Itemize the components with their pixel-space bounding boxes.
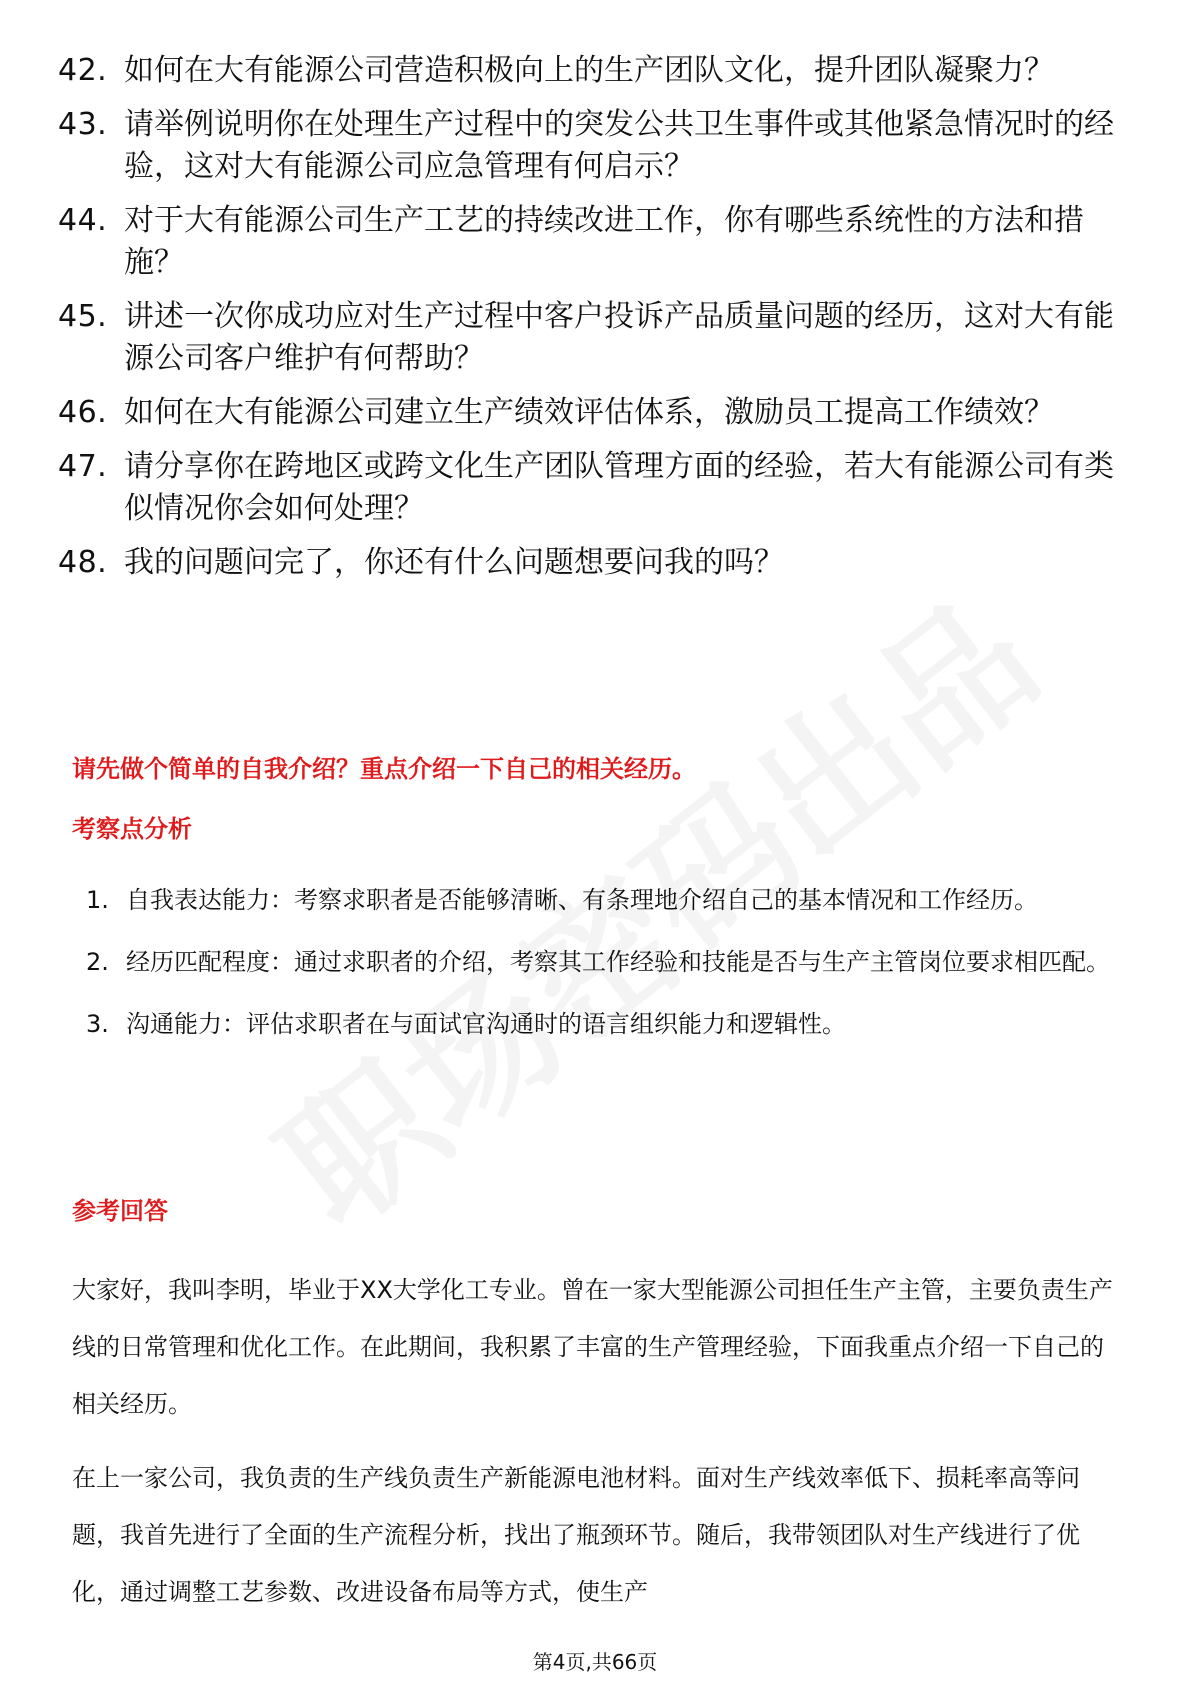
question-number: 42. bbox=[58, 53, 108, 88]
question-number: 46. bbox=[58, 395, 108, 430]
list-item bbox=[58, 104, 1128, 188]
question-number: 43. bbox=[58, 107, 108, 142]
analysis-text: 自我表达能力：考察求职者是否能够清晰、有条理地介绍自己的基本情况和工作经历。 bbox=[126, 886, 1038, 914]
question-number: 45. bbox=[58, 299, 108, 334]
question-number: 48. bbox=[58, 545, 108, 580]
question-text: 请举例说明你在处理生产过程中的突发公共卫生事件或其他紧急情况时的经验，这对大有能源公司应急管理有何启示？ bbox=[124, 107, 1114, 184]
answer-heading: 参考回答 bbox=[72, 1197, 168, 1225]
answer-paragraph: 大家好，我叫李明，毕业于XX大学化工专业。曾在一家大型能源公司担任生产主管，主要负责生产线的日常管理和优化工作。在此期间，我积累了丰富的生产管理经验，下面我重点介绍一下自己的相关经历。 bbox=[72, 1276, 1113, 1418]
question-number: 47. bbox=[58, 449, 108, 484]
list-item bbox=[86, 934, 1126, 991]
analysis-heading: 考察点分析 bbox=[72, 815, 192, 843]
question-list bbox=[58, 50, 1128, 596]
page-footer: 第4页,共66页 bbox=[532, 1650, 658, 1674]
question-text: 如何在大有能源公司营造积极向上的生产团队文化，提升团队凝聚力？ bbox=[124, 53, 1054, 88]
question-text: 我的问题问完了，你还有什么问题想要问我的吗？ bbox=[124, 545, 784, 580]
analysis-number: 1. bbox=[86, 886, 109, 914]
question-number: 44. bbox=[58, 203, 108, 238]
question-text: 请分享你在跨地区或跨文化生产团队管理方面的经验，若大有能源公司有类似情况你会如何处理？ bbox=[124, 449, 1114, 526]
list-item bbox=[58, 50, 1128, 92]
list-item bbox=[58, 392, 1128, 434]
list-item bbox=[86, 872, 1126, 929]
analysis-list bbox=[86, 872, 1126, 1058]
analysis-number: 3. bbox=[86, 1010, 109, 1038]
question-text: 如何在大有能源公司建立生产绩效评估体系，激励员工提高工作绩效？ bbox=[124, 395, 1054, 430]
list-item bbox=[58, 446, 1128, 530]
list-item bbox=[86, 996, 1126, 1053]
analysis-number: 2. bbox=[86, 948, 109, 976]
list-item bbox=[58, 542, 1128, 584]
analysis-text: 沟通能力：评估求职者在与面试官沟通时的语言组织能力和逻辑性。 bbox=[126, 1010, 846, 1038]
list-item bbox=[58, 200, 1128, 284]
analysis-text: 经历匹配程度：通过求职者的介绍，考察其工作经验和技能是否与生产主管岗位要求相匹配。 bbox=[126, 948, 1110, 976]
question-text: 讲述一次你成功应对生产过程中客户投诉产品质量问题的经历，这对大有能源公司客户维护有何帮助？ bbox=[124, 299, 1114, 376]
list-item bbox=[58, 296, 1128, 380]
question-text: 对于大有能源公司生产工艺的持续改进工作，你有哪些系统性的方法和措施？ bbox=[124, 203, 1084, 280]
answer-paragraph: 在上一家公司，我负责的生产线负责生产新能源电池材料。面对生产线效率低下、损耗率高等问题，我首先进行了全面的生产流程分析，找出了瓶颈环节。随后，我带领团队对生产线进行了优化，通过调整工艺参数、改进设备布局等方式，使生产 bbox=[72, 1464, 1080, 1606]
featured-question-heading: 请先做个简单的自我介绍？重点介绍一下自己的相关经历。 bbox=[72, 755, 696, 783]
